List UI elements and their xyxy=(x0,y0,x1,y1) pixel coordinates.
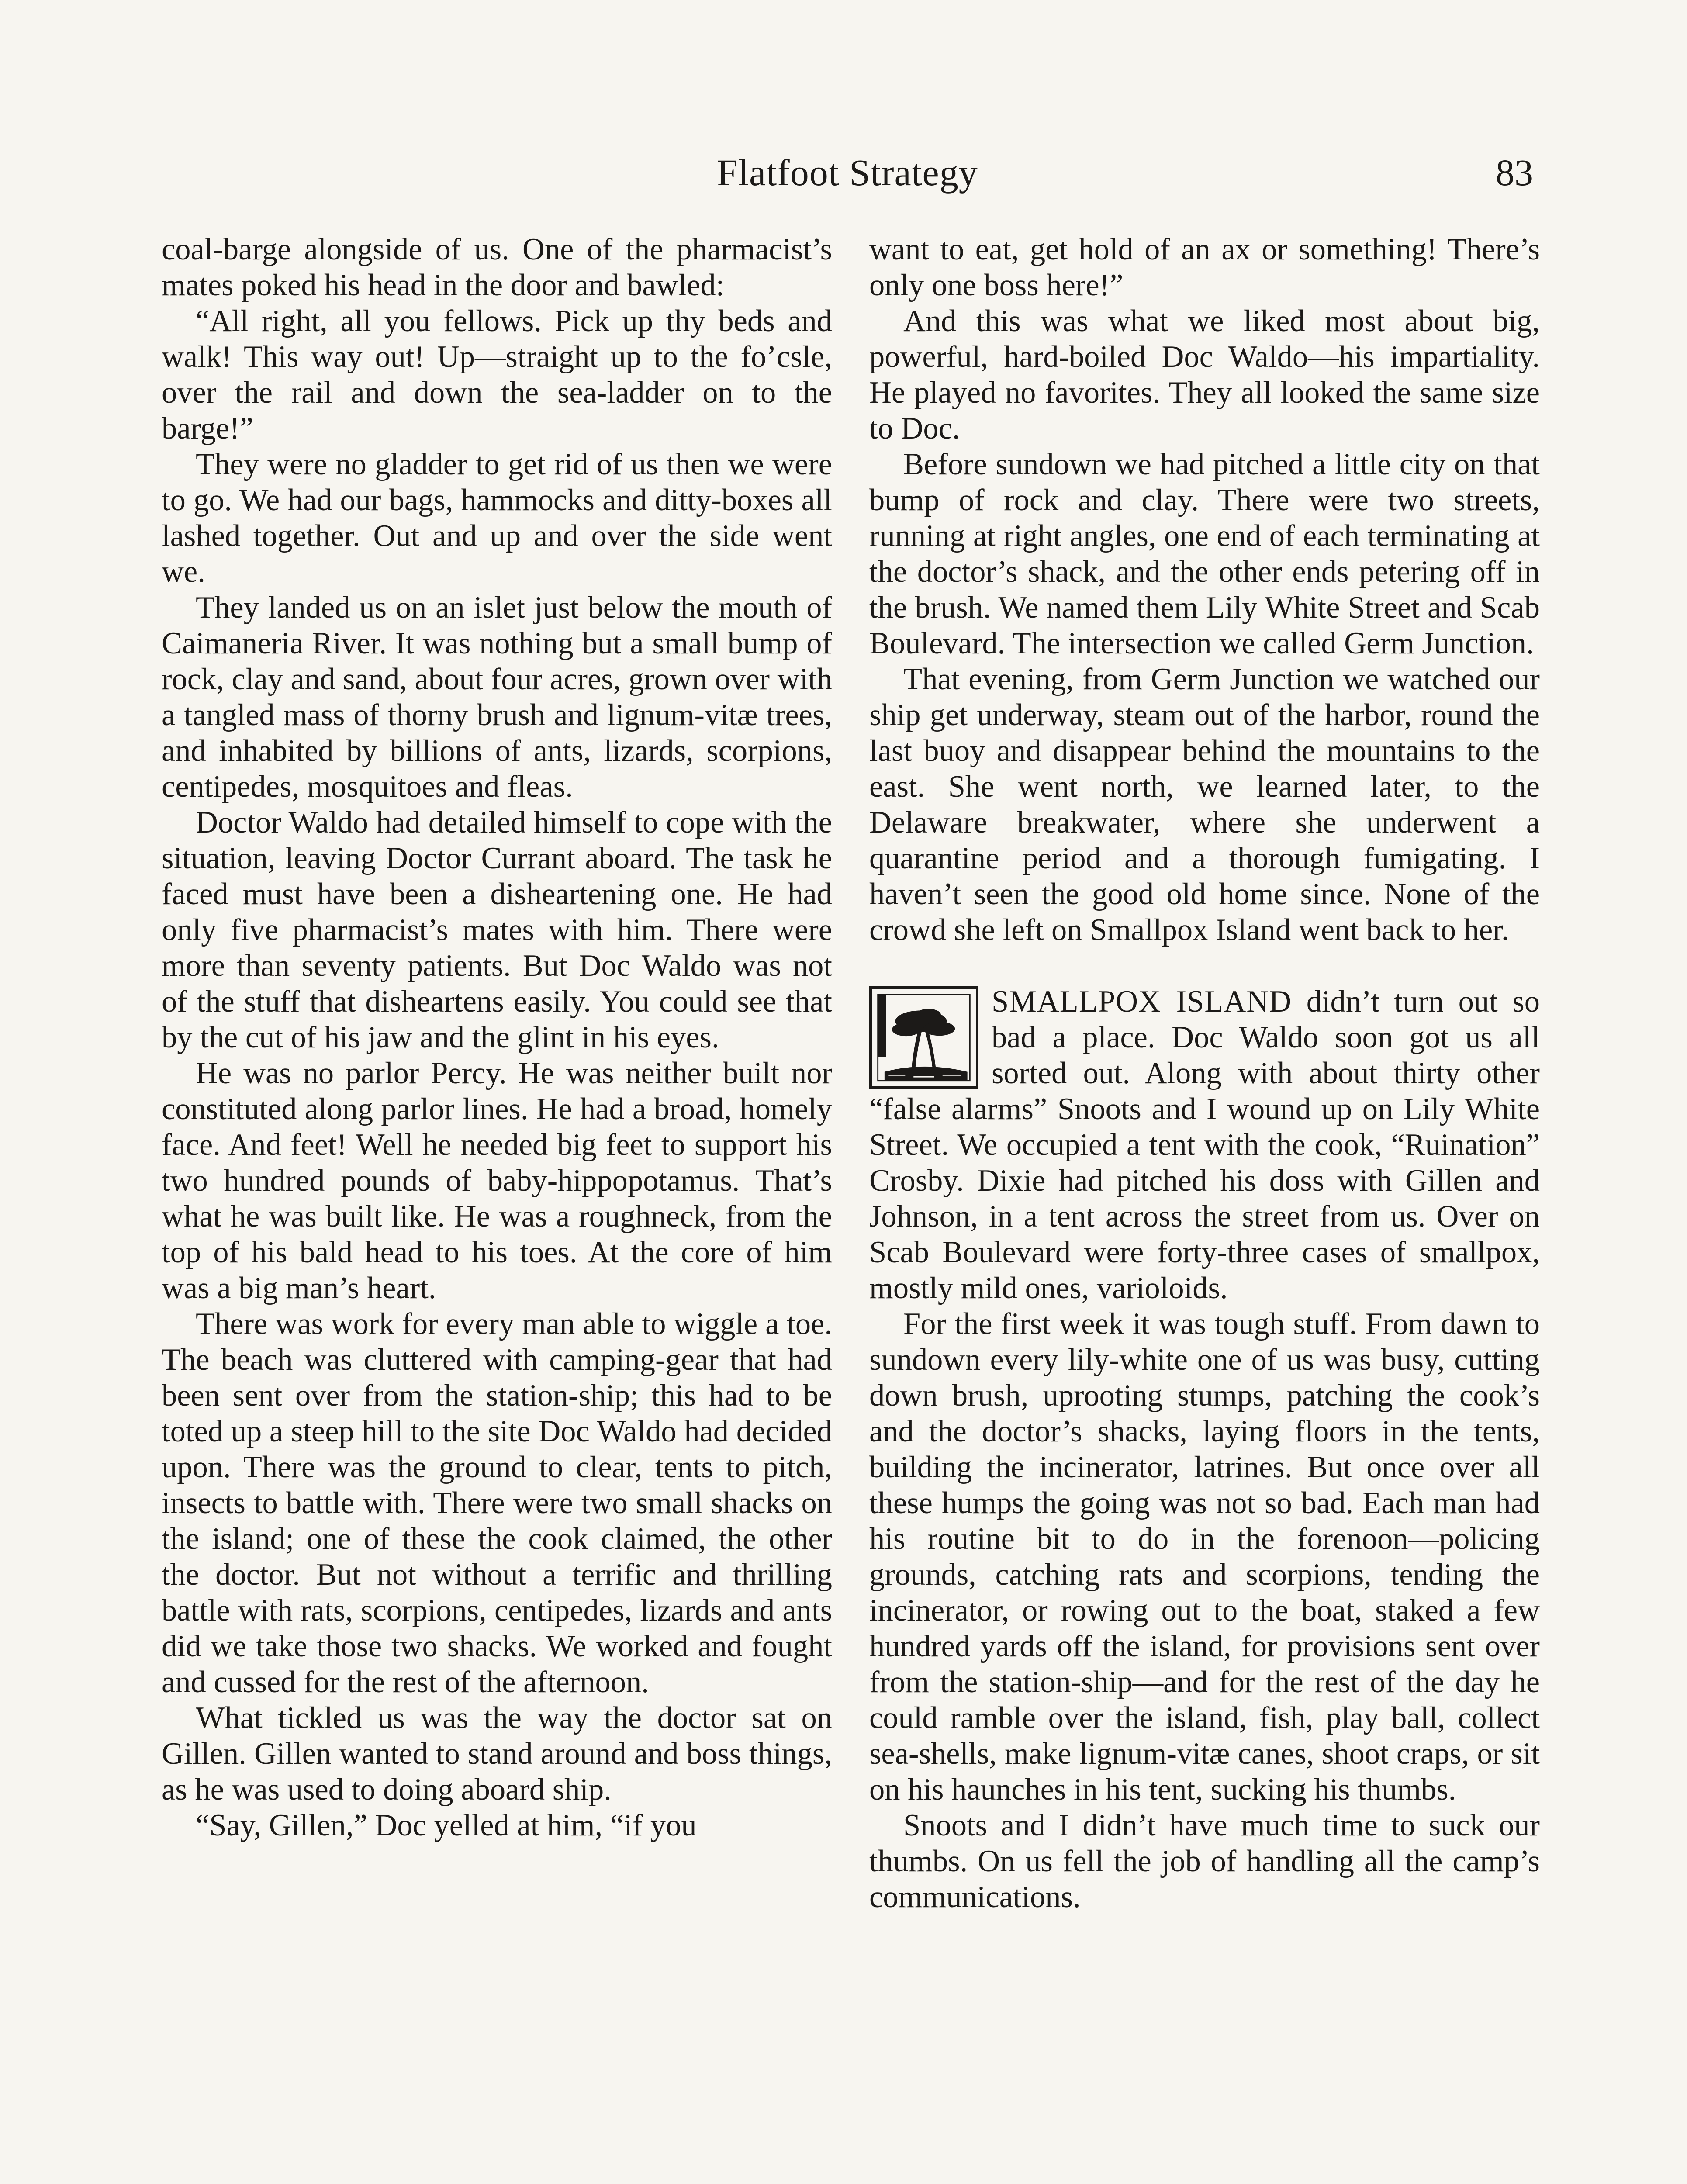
paragraph: want to eat, get hold of an ax or something! There’s only one boss here!” xyxy=(869,232,1540,302)
page-header xyxy=(162,144,1533,201)
paragraph: Before sundown we had pitched a little city on that bump of rock and clay. There were two streets, running at right angles, one end of each terminating at the doctor’s shack, and the other ends petering off in the brush. We named them Lily White Street and Scab Boulevard. The intersection we called Germ Junction. xyxy=(869,447,1540,660)
paragraph: There was work for every man able to wiggle a toe. The beach was cluttered with camping-gear that had been sent over from the station-ship; this had to be toted up a steep hill to the site Doc Waldo had decided upon. There was the ground to clear, tents to pitch, insects to battle with. There were two small shacks on the island; one of these the cook claimed, the other the doctor. But not without a terrific and thrilling battle with rats, scorpions, centipedes, lizards and ants did we take those two shacks. We worked and fought and cussed for the rest of the afternoon. xyxy=(162,1307,832,1699)
section-first-paragraph: didn’t turn out so bad a place. Doc Waldo soon got us all sorted out. Along with about thirty other “false alarms” Snoots and I wound up on Lily White Street. We occupied a tent with the cook, “Ruination” Crosby. Dixie had pitched his doss with Gillen and Johnson, in a tent across the street from us. Over on Scab Boulevard were forty-three cases of smallpox, mostly mild ones, varioloids. xyxy=(869,985,1540,1305)
paragraph: He was no parlor Percy. He was neither built nor constituted along parlor lines. He had a broad, homely face. And feet! Well he needed big feet to support his two hundred pounds of baby-hippopotamus. That’s what he was built like. He was a roughneck, from the top of his bald head to his toes. At the core of him was a big man’s heart. xyxy=(162,1056,832,1305)
section-lead: SMALLPOX ISLAND xyxy=(992,985,1292,1019)
running-title: Flatfoot Strategy xyxy=(717,152,978,194)
right-column xyxy=(869,232,1540,1915)
paragraph: They were no gladder to get rid of us then we were to go. We had our bags, hammocks and ditty-boxes all lashed together. Out and up and over the side went we. xyxy=(162,447,832,589)
section-opening xyxy=(869,984,1540,1306)
page-number: 83 xyxy=(1496,152,1533,194)
paragraph: What tickled us was the way the doctor sat on Gillen. Gillen wanted to stand around and boss things, as he was used to doing aboard ship. xyxy=(162,1701,832,1807)
left-column xyxy=(162,232,832,1843)
paragraph: Doctor Waldo had detailed himself to cope with the situation, leaving Doctor Currant aboard. The task he faced must have been a disheartening one. He had only five pharmacist’s mates with him. There were more than seventy patients. But Doc Waldo was not of the stuff that disheartens easily. You could see that by the cut of his jaw and the glint in his eyes. xyxy=(162,805,832,1054)
paragraph: Snoots and I didn’t have much time to suck our thumbs. On us fell the job of handling all the camp’s communications. xyxy=(869,1808,1540,1914)
paragraph: They landed us on an islet just below the mouth of Caimaneria River. It was nothing but a small bump of rock, clay and sand, about four acres, grown over with a tangled mass of thorny brush and lignum-vitæ trees, and inhabited by billions of ants, lizards, scorpions, centipedes, mosquitoes and fleas. xyxy=(162,591,832,804)
paragraph: And this was what we liked most about big, powerful, hard-boiled Doc Waldo—his impartiality. He played no favorites. They all looked the same size to Doc. xyxy=(869,304,1540,446)
paragraph: “All right, all you fellows. Pick up thy beds and walk! This way out! Up—straight up to the fo’csle, over the rail and down the sea-ladder on to the barge!” xyxy=(162,304,832,446)
paragraph: For the first week it was tough stuff. From dawn to sundown every lily-white one of us was busy, cutting down brush, uprooting stumps, patching the cook’s and the doctor’s shacks, laying floors in the tents, building the incinerator, latrines. But once over all these humps the going was not so bad. Each man had his routine bit to do in the forenoon—policing grounds, catching rats and scorpions, tending the incinerator, or rowing out to the boat, staked a few hundred yards off the island, for provisions sent over from the station-ship—and for the rest of the day he could ramble over the island, fish, play ball, collect sea-shells, make lignum-vitæ canes, shoot craps, or sit on his haunches in his tent, sucking his thumbs. xyxy=(869,1307,1540,1807)
paragraph: coal-barge alongside of us. One of the pharmacist’s mates poked his head in the door and bawled: xyxy=(162,232,832,302)
paragraph: “Say, Gillen,” Doc yelled at him, “if you xyxy=(196,1808,697,1842)
palm-tree-island-icon xyxy=(869,986,978,1089)
paragraph: That evening, from Germ Junction we watched our ship get underway, steam out of the harbor, round the last buoy and disappear behind the mountains to the east. She went north, we learned later, to the Delaware breakwater, where she underwent a quarantine period and a thorough fumigating. I haven’t seen the good old home since. None of the crowd she left on Smallpox Island went back to her. xyxy=(869,662,1540,947)
